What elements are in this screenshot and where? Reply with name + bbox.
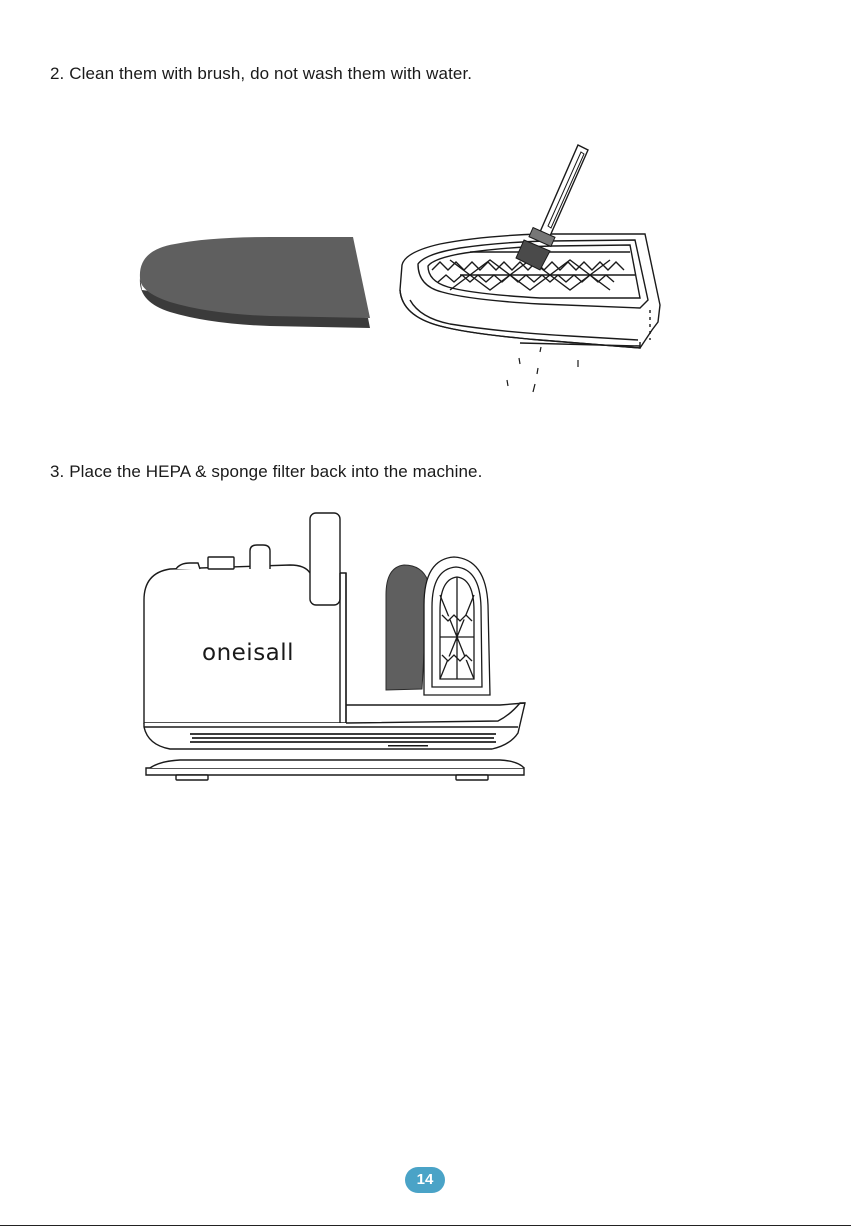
step-3-instruction: 3. Place the HEPA & sponge filter back into the machine. [50,462,483,481]
bottom-divider [0,1225,851,1226]
sponge-filter [140,237,370,328]
machine-base [146,760,524,780]
dust-marks [507,347,578,392]
brand-logo: oneisall [202,640,295,666]
hepa-filter-upright [424,557,490,695]
step-2-instruction: 2. Clean them with brush, do not wash them with water. [50,64,473,83]
sponge-filter-upright [386,565,428,690]
page-number-badge: 14 [405,1167,445,1193]
brush-cleaning-illustration [120,140,690,400]
machine-illustration [140,505,530,790]
